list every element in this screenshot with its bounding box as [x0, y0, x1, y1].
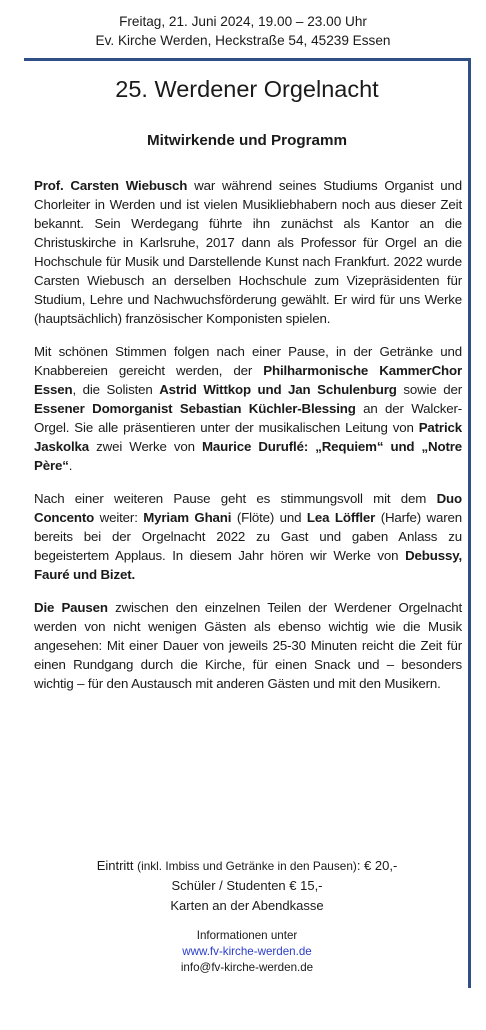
paragraph-text: , die Solisten [72, 382, 160, 397]
paragraph-text: (Harfe) waren bereits bei der Orgelnacht 2022 zu Gast und gaben Anlass zu begeistertem Applaus. In diesem Jahr hören wir Werke von [34, 510, 462, 563]
paragraph-text: (Flöte) und [231, 510, 307, 525]
paragraph-text: war während seines Studiums Organist und Chorleiter in Werden und ist vielen Musikliebhabern noch aus dieser Zeit bekannt. Sein Werdegang führte ihn zunächst als Kantor an die Christuskirche in Karlsruhe, 2017 dann als Professor für Orgel an die Hochschule für Musik und Darstellende Kunst nach Frankfurt. 2022 wurde Carsten Wiebusch an derselben Hochschule zum Vizepräsidenten für Studium, Lehre und Nachwuchsförderung gewählt. Er wird für uns Werke (hauptsächlich) französischer Komponisten spielen. [34, 178, 463, 326]
paragraph-duo [34, 489, 462, 584]
paragraph-text: Nach einer weiteren Pause geht es stimmungsvoll mit dem [34, 491, 437, 506]
work-title: Maurice Duruflé: „Requiem“ und „Notre Père“ [34, 439, 463, 473]
performer-name: Patrick Jaskolka [34, 420, 462, 454]
paragraph-text: zwischen den einzelnen Teilen der Werdener Orgelnacht werden von nicht wenigen Gästen als ebenso wichtig wie die Musik angesehen: Mit einer Dauer von jeweils 25-30 Minuten reicht die Zeit für einen Rundgang durch die Kirche, für einen Snack und – besonders wichtig – für den Austausch mit anderen Gästen und mit den Musikern. [34, 600, 462, 691]
performer-name: Duo Concento [34, 491, 462, 525]
admission-prefix: Eintritt [96, 858, 138, 873]
performer-name: Myriam Ghani [143, 510, 232, 525]
page-title: 25. Werdener Orgelnacht [115, 76, 379, 102]
performer-name: Lea Löffler [306, 510, 376, 525]
performer-name: Astrid Wittkop und Jan Schulenburg [159, 382, 397, 397]
event-header [0, 12, 486, 50]
program-text [34, 176, 462, 707]
box-office: Karten an der Abendkasse [170, 898, 324, 913]
horizontal-divider [24, 58, 470, 61]
paragraph-text: sowie der [396, 382, 462, 397]
info-label: Informationen unter [196, 929, 298, 942]
paragraph-breaks [34, 598, 462, 693]
email-address[interactable]: info@fv-kirche-werden.de [180, 961, 314, 974]
performer-name: Philharmonische KammerChor Essen [34, 363, 463, 397]
event-venue: Ev. Kirche Werden, Heckstraße 54, 45239 Essen [95, 33, 391, 48]
vertical-divider [468, 58, 471, 988]
event-date: Freitag, 21. Juni 2024, 19.00 – 23.00 Uhr [119, 14, 367, 29]
website-link[interactable]: www.fv-kirche-werden.de [182, 945, 312, 958]
paragraph-text: zwei Werke von [89, 439, 202, 454]
admission-price: : € 20,- [356, 858, 398, 873]
student-price: Schüler / Studenten € 15,- [171, 878, 323, 893]
paragraph-text: Mit schönen Stimmen folgen nach einer Pause, in der Getränke und Knabbereien gereicht werden, der [34, 344, 462, 378]
admission-line [24, 856, 470, 876]
paragraph-wiebusch [34, 176, 462, 328]
performer-name: Essener Domorganist Sebastian Küchler-Blessing [34, 401, 356, 416]
paragraph-text: an der Walcker-Orgel. Sie alle präsentieren unter der musikalischen Leitung von [34, 401, 462, 435]
performer-name: Prof. Carsten Wiebusch [34, 178, 188, 193]
paragraph-text: . [68, 458, 73, 473]
paragraph-choir [34, 342, 462, 475]
page-subtitle: Mitwirkende und Programm [147, 132, 347, 149]
ticket-info [24, 856, 470, 976]
paragraph-text: weiter: [94, 510, 144, 525]
highlight-text: Die Pausen [34, 600, 108, 615]
composer-names: Debussy, Fauré und Bizet. [34, 548, 462, 582]
admission-note: (inkl. Imbiss und Getränke in den Pausen) [137, 859, 357, 873]
